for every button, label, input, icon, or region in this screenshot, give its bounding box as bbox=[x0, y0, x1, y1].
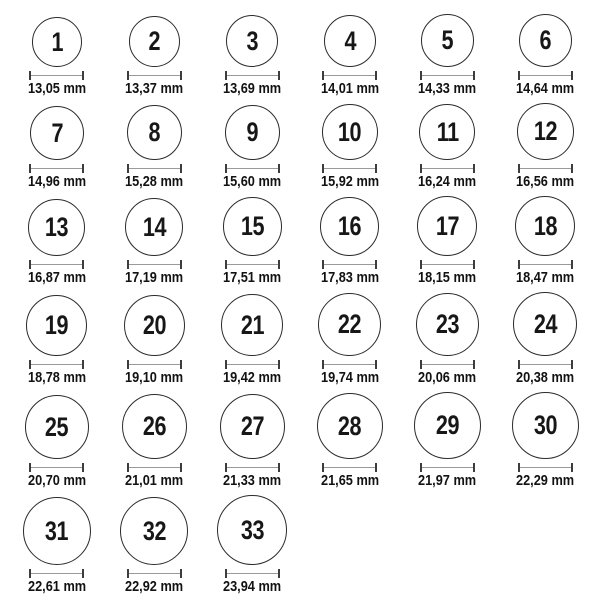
diameter-ruler bbox=[518, 71, 573, 80]
ring-circle bbox=[515, 196, 575, 256]
ring-circle bbox=[318, 293, 381, 356]
ring-size-number: 32 bbox=[142, 515, 167, 546]
ring-size-number: 14 bbox=[142, 211, 167, 242]
ring-diameter-label: 15,60 mm bbox=[223, 174, 282, 190]
ring-circle bbox=[421, 14, 474, 67]
diameter-ruler bbox=[420, 260, 475, 269]
ring-size-cell bbox=[399, 293, 497, 386]
ring-size-number: 9 bbox=[246, 117, 258, 147]
ring-diameter-label: 13,69 mm bbox=[223, 81, 282, 97]
ring-diameter-label: 19,42 mm bbox=[223, 370, 282, 386]
ring-diameter-label: 21,01 mm bbox=[125, 473, 184, 489]
ring-size-number: 6 bbox=[539, 25, 551, 55]
ring-diameter-label: 17,19 mm bbox=[125, 270, 184, 286]
ring-size-number: 11 bbox=[436, 116, 459, 147]
ring-size-number: 25 bbox=[45, 411, 69, 442]
ring-size-cell bbox=[496, 292, 594, 386]
ring-circle bbox=[320, 197, 379, 256]
ring-circle bbox=[124, 295, 185, 356]
ring-circle bbox=[127, 105, 182, 160]
ring-circle bbox=[512, 392, 579, 459]
ring-diameter-label: 23,94 mm bbox=[223, 579, 282, 595]
ring-size-cell bbox=[203, 15, 301, 97]
ring-diameter-label: 18,47 mm bbox=[516, 270, 575, 286]
ring-size-cell bbox=[301, 393, 399, 489]
ring-diameter-label: 21,65 mm bbox=[320, 473, 379, 489]
ring-circle bbox=[414, 392, 481, 459]
diameter-ruler bbox=[225, 463, 280, 472]
ring-diameter-label: 19,10 mm bbox=[125, 370, 184, 386]
ring-circle bbox=[324, 15, 376, 67]
diameter-ruler bbox=[127, 164, 182, 173]
ring-circle bbox=[25, 395, 89, 459]
ring-size-number: 2 bbox=[148, 26, 161, 56]
ring-size-cell bbox=[106, 497, 204, 595]
ring-size-cell bbox=[106, 394, 204, 489]
ring-circle bbox=[223, 197, 282, 256]
ring-circle bbox=[30, 106, 84, 160]
ring-size-cell bbox=[399, 14, 497, 97]
diameter-ruler bbox=[127, 569, 182, 578]
ring-diameter-label: 18,15 mm bbox=[418, 270, 477, 286]
diameter-ruler bbox=[518, 260, 573, 269]
ring-size-number: 15 bbox=[240, 211, 264, 241]
ring-diameter-label: 15,92 mm bbox=[320, 174, 379, 190]
ring-size-cell bbox=[399, 392, 497, 489]
ring-size-cell bbox=[203, 105, 301, 190]
diameter-ruler bbox=[29, 164, 84, 173]
ring-diameter-label: 22,92 mm bbox=[125, 579, 184, 595]
diameter-ruler bbox=[29, 463, 84, 472]
ring-diameter-label: 17,51 mm bbox=[223, 270, 282, 286]
ring-size-number: 16 bbox=[338, 211, 362, 241]
ring-size-number: 8 bbox=[148, 117, 161, 147]
ring-circle bbox=[129, 16, 180, 67]
ring-circle bbox=[217, 495, 287, 565]
ring-diameter-label: 20,06 mm bbox=[418, 370, 477, 386]
ring-circle bbox=[28, 199, 85, 256]
ring-size-cell bbox=[301, 293, 399, 386]
ring-diameter-label: 14,96 mm bbox=[27, 174, 86, 190]
ring-diameter-label: 20,38 mm bbox=[516, 370, 575, 386]
ring-circle bbox=[416, 293, 479, 356]
ring-size-number: 28 bbox=[338, 410, 362, 441]
ring-size-number: 22 bbox=[338, 309, 362, 339]
ring-circle bbox=[226, 15, 278, 67]
ring-diameter-label: 21,97 mm bbox=[418, 473, 477, 489]
diameter-ruler bbox=[322, 164, 377, 173]
ring-size-cell bbox=[8, 199, 106, 286]
ring-size-cell bbox=[496, 14, 594, 97]
ring-circle bbox=[419, 104, 475, 160]
diameter-ruler bbox=[225, 260, 280, 269]
ring-diameter-label: 17,83 mm bbox=[320, 270, 379, 286]
ring-circle bbox=[32, 17, 82, 67]
ring-size-number: 27 bbox=[240, 411, 264, 441]
ring-size-number: 31 bbox=[45, 515, 69, 546]
diameter-ruler bbox=[225, 164, 280, 173]
ring-size-number: 19 bbox=[45, 310, 69, 340]
ring-size-number: 30 bbox=[533, 410, 557, 440]
ring-circle bbox=[417, 196, 477, 256]
ring-size-number: 10 bbox=[338, 116, 362, 147]
diameter-ruler bbox=[225, 71, 280, 80]
ring-circle bbox=[221, 294, 283, 356]
ring-circle bbox=[23, 497, 91, 565]
ring-size-cell bbox=[496, 196, 594, 286]
ring-diameter-label: 19,74 mm bbox=[320, 370, 379, 386]
ring-size-cell bbox=[301, 197, 399, 286]
ring-diameter-label: 14,01 mm bbox=[320, 81, 379, 97]
ring-size-cell bbox=[8, 295, 106, 386]
diameter-ruler bbox=[29, 260, 84, 269]
ring-size-number: 5 bbox=[441, 25, 454, 55]
ring-size-cell bbox=[8, 395, 106, 489]
diameter-ruler bbox=[225, 569, 280, 578]
ring-size-number: 26 bbox=[142, 411, 167, 441]
diameter-ruler bbox=[420, 360, 475, 369]
ring-diameter-label: 15,28 mm bbox=[125, 174, 184, 190]
ring-size-cell bbox=[106, 105, 204, 190]
ring-size-number: 23 bbox=[435, 309, 460, 339]
ring-circle bbox=[122, 394, 187, 459]
ring-size-number: 3 bbox=[246, 25, 258, 56]
ring-size-cell bbox=[8, 497, 106, 595]
ring-circle bbox=[225, 105, 280, 160]
diameter-ruler bbox=[225, 360, 280, 369]
ring-diameter-label: 20,70 mm bbox=[27, 473, 86, 489]
diameter-ruler bbox=[127, 260, 182, 269]
diameter-ruler bbox=[518, 360, 573, 369]
ring-size-number: 21 bbox=[240, 309, 264, 340]
ring-circle bbox=[120, 497, 188, 565]
ring-diameter-label: 14,33 mm bbox=[418, 81, 477, 97]
ring-size-number: 29 bbox=[435, 410, 460, 440]
diameter-ruler bbox=[420, 463, 475, 472]
ring-size-cell bbox=[8, 106, 106, 190]
diameter-ruler bbox=[518, 463, 573, 472]
diameter-ruler bbox=[322, 260, 377, 269]
ring-circle bbox=[519, 14, 572, 67]
ring-size-cell bbox=[203, 294, 301, 386]
diameter-ruler bbox=[420, 71, 475, 80]
ring-size-number: 20 bbox=[142, 310, 167, 340]
ring-circle bbox=[317, 393, 383, 459]
ring-size-number: 7 bbox=[51, 117, 63, 148]
ring-size-cell bbox=[496, 392, 594, 489]
ring-size-cell bbox=[106, 198, 204, 286]
ring-diameter-label: 16,56 mm bbox=[516, 174, 575, 190]
ring-size-cell bbox=[301, 104, 399, 190]
ring-circle bbox=[26, 295, 87, 356]
diameter-ruler bbox=[420, 164, 475, 173]
diameter-ruler bbox=[127, 463, 182, 472]
ring-diameter-label: 22,61 mm bbox=[27, 579, 86, 595]
diameter-ruler bbox=[127, 360, 182, 369]
ring-diameter-label: 21,33 mm bbox=[223, 473, 282, 489]
ring-size-cell bbox=[106, 295, 204, 386]
ring-circle bbox=[322, 104, 378, 160]
ring-diameter-label: 18,78 mm bbox=[27, 370, 86, 386]
ring-size-number: 4 bbox=[344, 25, 356, 56]
ring-diameter-label: 22,29 mm bbox=[516, 473, 575, 489]
diameter-ruler bbox=[29, 569, 84, 578]
ring-size-number: 24 bbox=[533, 308, 557, 339]
ring-size-number: 17 bbox=[435, 210, 460, 241]
ring-size-number: 13 bbox=[45, 212, 69, 242]
ring-size-number: 1 bbox=[51, 26, 63, 57]
ring-circle bbox=[517, 103, 574, 160]
ring-size-cell bbox=[399, 196, 497, 286]
diameter-ruler bbox=[322, 360, 377, 369]
ring-size-cell bbox=[203, 197, 301, 286]
ring-circle bbox=[220, 394, 285, 459]
diameter-ruler bbox=[322, 463, 377, 472]
ring-size-cell bbox=[399, 104, 497, 190]
ring-diameter-label: 13,37 mm bbox=[125, 81, 184, 97]
ring-size-cell bbox=[106, 16, 204, 97]
diameter-ruler bbox=[29, 71, 84, 80]
ring-circle bbox=[125, 198, 183, 256]
ring-size-cell bbox=[203, 394, 301, 489]
ring-diameter-label: 13,05 mm bbox=[27, 81, 86, 97]
ring-circle bbox=[513, 292, 577, 356]
ring-size-cell bbox=[301, 15, 399, 97]
ring-size-number: 18 bbox=[533, 210, 557, 241]
diameter-ruler bbox=[29, 360, 84, 369]
ring-size-cell bbox=[496, 103, 594, 190]
ring-diameter-label: 16,87 mm bbox=[27, 270, 86, 286]
diameter-ruler bbox=[127, 71, 182, 80]
diameter-ruler bbox=[518, 164, 573, 173]
diameter-ruler bbox=[322, 71, 377, 80]
ring-size-cell bbox=[8, 17, 106, 97]
ring-diameter-label: 16,24 mm bbox=[418, 174, 477, 190]
ring-diameter-label: 14,64 mm bbox=[516, 81, 575, 97]
ring-size-number: 12 bbox=[533, 116, 557, 146]
ring-size-number: 33 bbox=[240, 514, 264, 545]
ring-size-cell bbox=[203, 495, 301, 595]
